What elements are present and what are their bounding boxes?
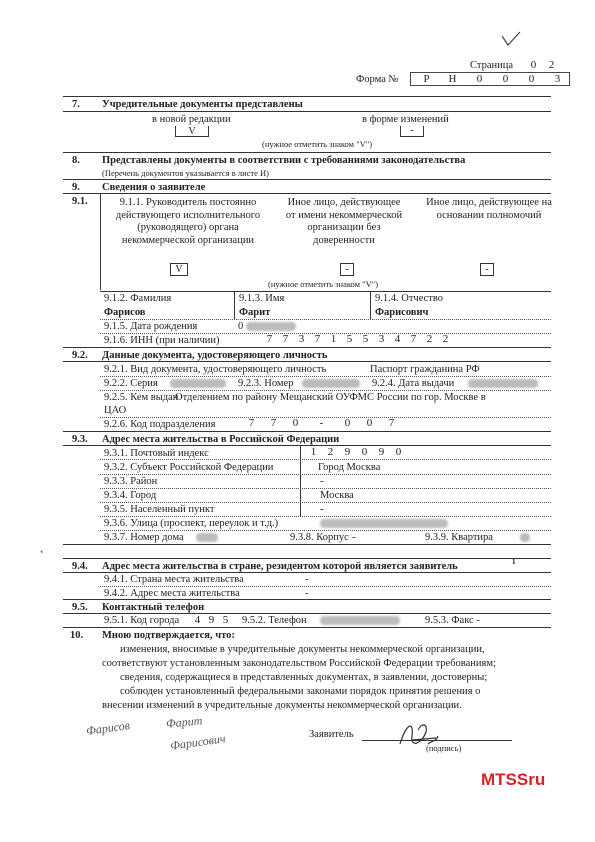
korpus-label: 9.3.8. Корпус <box>290 532 349 543</box>
inn-digit: 2 <box>442 333 449 345</box>
section-10-number: 10. <box>70 630 84 641</box>
section-8-note: (Перечень документов указывается в листе И) <box>102 168 270 178</box>
inn-label: 9.1.6. ИНН (при наличии) <box>104 335 220 346</box>
postal-digit: 9 <box>344 446 351 458</box>
patronymic-label: 9.1.4. Отчество <box>375 293 444 304</box>
phone-label: 9.5.2. Телефон <box>242 615 307 626</box>
fax-label: 9.5.3. Факс - <box>425 615 480 626</box>
redaction <box>320 519 448 528</box>
confirmation-line: соблюден установленный федеральными законами порядок принятия решения о <box>120 686 481 697</box>
watermark-logo: MTSSru <box>481 770 546 789</box>
mark-hint-9: (нужное отметить знаком "V") <box>268 279 379 289</box>
inn-digit: 5 <box>362 333 369 345</box>
city-code-digit: 5 <box>222 614 229 626</box>
check-mark-icon <box>500 30 522 48</box>
confirmation-line: соответствуют установленным законодательством Российской Федерации требованиям; <box>102 658 496 669</box>
dept-code-digit: 0 <box>366 417 373 429</box>
house-label: 9.3.7. Номер дома <box>104 532 184 543</box>
name-value[interactable]: Фарит <box>239 307 271 318</box>
doc-type-label: 9.2.1. Вид документа, удостоверяющего личность <box>104 364 327 375</box>
inn-digit: 7 <box>282 333 289 345</box>
form-digit: 0 <box>502 73 509 85</box>
inn-digit: 7 <box>314 333 321 345</box>
postal-digit: 2 <box>327 446 334 458</box>
section-7-title: Учредительные документы представлены <box>102 99 303 110</box>
name-label: 9.1.3. Имя <box>239 293 285 304</box>
dept-code-label: 9.2.6. Код подразделения <box>104 419 216 430</box>
redaction <box>302 379 360 388</box>
street-label: 9.3.6. Улица (проспект, переулок и т.д.) <box>104 518 279 529</box>
city-code-digit: 9 <box>208 614 215 626</box>
changes-form-label: в форме изменений <box>362 114 449 125</box>
dept-code-cells <box>244 417 424 430</box>
applicant-label: Заявитель <box>309 729 354 740</box>
dept-code-digit: 0 <box>292 417 299 429</box>
redaction <box>320 616 400 625</box>
new-edition-checkbox[interactable]: V <box>175 126 209 137</box>
city-value[interactable]: Москва <box>320 490 354 501</box>
confirmation-line: внесении изменений в учредительные документы некоммерческой организации. <box>102 700 462 711</box>
section-10-title: Мною подтверждается, что: <box>102 630 235 641</box>
city-code-label: 9.5.1. Код города <box>104 615 180 626</box>
applicant-type-head: 9.1.1. Руководитель постоянно действующего исполнительного (руководящего) органа некоммерческой организации <box>115 197 261 246</box>
section-9-5-title: Контактный телефон <box>102 602 205 613</box>
city-label: 9.3.4. Город <box>104 490 157 501</box>
foreign-address-label: 9.4.2. Адрес места жительства <box>104 588 240 599</box>
issued-by-value-cont[interactable]: ЦАО <box>104 405 127 416</box>
issue-date-label: 9.2.4. Дата выдачи <box>372 378 455 389</box>
district-label: 9.3.3. Район <box>104 476 158 487</box>
redaction <box>468 379 538 388</box>
district-value[interactable]: - <box>320 476 324 487</box>
redaction <box>520 533 530 542</box>
page-number-cells <box>524 59 564 73</box>
country-value[interactable]: - <box>305 574 309 585</box>
applicant-type-other: Иное лицо, действующее от имени некоммерческой организации без доверенности <box>285 197 403 246</box>
birth-date-label: 9.1.5. Дата рождения <box>104 321 198 332</box>
section-9-2-title: Данные документа, удостоверяющего личность <box>102 350 328 361</box>
inn-cells <box>262 333 472 346</box>
handwritten-patronymic: Фарисович <box>169 731 227 753</box>
issued-by-label: 9.2.5. Кем выдан <box>104 392 179 403</box>
authorized-checkbox[interactable]: - <box>480 263 494 276</box>
inn-digit: 3 <box>378 333 385 345</box>
form-digit: Н <box>448 73 457 85</box>
form-digit: Р <box>423 73 430 85</box>
inn-digit: 4 <box>394 333 401 345</box>
foreign-address-value[interactable]: - <box>305 588 309 599</box>
locality-label: 9.3.5. Населенный пункт <box>104 504 215 515</box>
dept-code-digit: 0 <box>344 417 351 429</box>
section-7-number: 7. <box>72 99 80 110</box>
section-9-3-number: 9.3. <box>72 434 88 445</box>
form-digit: 0 <box>528 73 535 85</box>
city-code-cells <box>190 614 240 627</box>
issued-by-value[interactable]: Отделением по району Мещанский ОУФМС России по гор. Москве в <box>175 392 486 403</box>
country-label: 9.4.1. Страна места жительства <box>104 574 244 585</box>
margin-dot: • <box>40 547 44 557</box>
applicant-type-authorized: Иное лицо, действующее на основании полномочий <box>426 197 552 221</box>
redaction <box>170 379 226 388</box>
dept-code-digit: - <box>319 417 324 429</box>
section-9-4-number: 9.4. <box>72 561 88 572</box>
section-9-1-number: 9.1. <box>72 196 88 207</box>
inn-digit: 5 <box>346 333 353 345</box>
page-label: Страница <box>470 60 514 71</box>
changes-form-checkbox[interactable]: - <box>400 126 424 137</box>
dept-code-digit: 7 <box>388 417 395 429</box>
postal-digit: 0 <box>395 446 402 458</box>
section-8-number: 8. <box>72 155 80 166</box>
inn-digit: 2 <box>426 333 433 345</box>
series-label: 9.2.2. Серия <box>104 378 158 389</box>
birth-date-value[interactable]: 0 <box>238 321 244 332</box>
postal-code-cells <box>306 446 416 459</box>
form-number-cells <box>410 72 570 86</box>
section-9-title: Сведения о заявителе <box>102 182 206 193</box>
postal-digit: 1 <box>310 446 317 458</box>
locality-value[interactable]: - <box>320 504 324 515</box>
footnote-marker: 1 <box>512 558 516 566</box>
inn-digit: 3 <box>298 333 305 345</box>
redaction <box>246 322 296 331</box>
dept-code-digit: 7 <box>270 417 277 429</box>
flat-label: 9.3.9. Квартира <box>425 532 493 543</box>
surname-label: 9.1.2. Фамилия <box>104 293 172 304</box>
korpus-value[interactable]: - <box>352 532 356 543</box>
patronymic-value[interactable]: Фарисович <box>375 307 429 318</box>
section-9-2-number: 9.2. <box>72 350 88 361</box>
postal-digit: 9 <box>378 446 385 458</box>
section-8-title: Представлены документы в соответствии с требованиями законодательства <box>102 155 466 166</box>
form-label: Форма № <box>356 74 399 85</box>
form-digit: 3 <box>554 73 561 85</box>
surname-value[interactable]: Фарисов <box>104 307 146 318</box>
region-label: 9.3.2. Субъект Российской Федерации <box>104 462 274 473</box>
region-value[interactable]: Город Москва <box>318 462 381 473</box>
section-9-number: 9. <box>72 182 80 193</box>
inn-digit: 7 <box>410 333 417 345</box>
section-9-4-title: Адрес места жительства в стране, резидентом которой является заявитель <box>102 561 458 572</box>
page-digit: 0 <box>530 59 537 71</box>
section-9-5-number: 9.5. <box>72 602 88 613</box>
doc-type-value[interactable]: Паспорт гражданина РФ <box>370 364 480 375</box>
city-code-digit: 4 <box>194 614 201 626</box>
head-checkbox[interactable]: V <box>170 263 188 276</box>
number-label: 9.2.3. Номер <box>238 378 294 389</box>
handwritten-surname: Фарисов <box>85 718 131 738</box>
postal-digit: 0 <box>361 446 368 458</box>
inn-digit: 7 <box>266 333 273 345</box>
dept-code-digit: 7 <box>248 417 255 429</box>
confirmation-line: сведения, содержащиеся в представленных документах, в заявлении, достоверны; <box>120 672 488 683</box>
redaction <box>196 533 218 542</box>
inn-digit: 1 <box>330 333 337 345</box>
other-checkbox[interactable]: - <box>340 263 354 276</box>
handwritten-name: Фарит <box>165 713 203 731</box>
page-digit: 2 <box>548 59 555 71</box>
mark-hint-7: (нужное отметить знаком "V") <box>262 139 373 149</box>
signature-label: (подпись) <box>426 743 462 753</box>
section-9-3-title: Адрес места жительства в Российской Федерации <box>102 434 340 445</box>
new-edition-label: в новой редакции <box>152 114 231 125</box>
confirmation-line: изменения, вносимые в учредительные документы некоммерческой организации, <box>120 644 485 655</box>
form-digit: 0 <box>476 73 483 85</box>
postal-code-label: 9.3.1. Почтовый индекс <box>104 448 209 459</box>
